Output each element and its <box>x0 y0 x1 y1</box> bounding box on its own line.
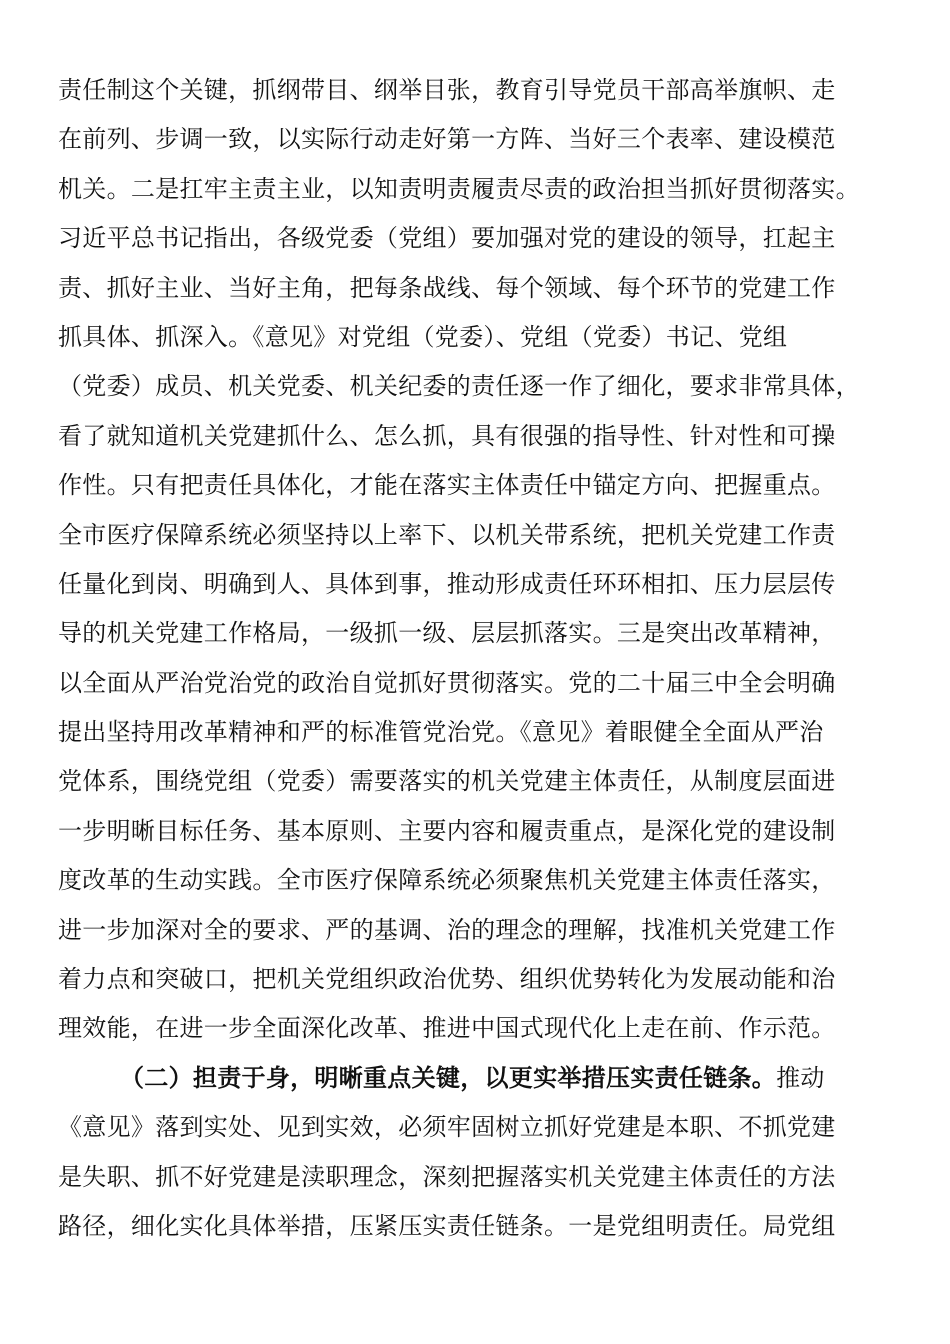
text-line: 在前列、步调一致，以实际行动走好第一方阵、当好三个表率、建设模范 <box>58 125 836 154</box>
text-line: 路径，细化实化具体举措，压紧压实责任链条。一是党组明责任。局党组 <box>58 1211 836 1240</box>
text-line: 党体系，围绕党组（党委）需要落实的机关党建主体责任，从制度层面进 <box>58 767 836 796</box>
text-line: 抓具体、抓深入。《意见》对党组（党委）、党组（党委）书记、党组 <box>58 322 788 351</box>
body-text <box>58 66 898 1251</box>
text-line: 导的机关党建工作格局，一级抓一级、层层抓落实。三是突出改革精神， <box>58 619 836 648</box>
text-line: 责、抓好主业、当好主角，把每条战线、每个领域、每个环节的党建工作 <box>58 273 836 302</box>
text-line: 一步明晰目标任务、基本原则、主要内容和履责重点，是深化党的建设制 <box>58 816 836 845</box>
text-line: 《意见》落到实处、见到实效，必须牢固树立抓好党建是本职、不抓党建 <box>58 1113 836 1142</box>
text-line: （党委）成员、机关党委、机关纪委的责任逐一作了细化，要求非常具体， <box>58 372 860 401</box>
text-line: 是失职、抓不好党建是渎职理念，深刻把握落实机关党建主体责任的方法 <box>58 1162 836 1191</box>
text-line: 看了就知道机关党建抓什么、怎么抓，具有很强的指导性、针对性和可操 <box>58 421 836 450</box>
heading-continuation: 推动 <box>776 1063 825 1092</box>
text-line: 进一步加深对全的要求、严的基调、治的理念的理解，找准机关党建工作 <box>58 915 836 944</box>
text-line: 任量化到岗、明确到人、具体到事，推动形成责任环环相扣、压力层层传 <box>58 569 836 598</box>
text-line: 提出坚持用改革精神和严的标准管党治党。《意见》着眼健全全面从严治 <box>58 718 824 747</box>
text-line: 以全面从严治党治党的政治自觉抓好贯彻落实。党的二十届三中全会明确 <box>58 668 836 697</box>
text-line: 习近平总书记指出，各级党委（党组）要加强对党的建设的领导，扛起主 <box>58 224 836 253</box>
text-line: 度改革的生动实践。全市医疗保障系统必须聚焦机关党建主体责任落实， <box>58 866 836 895</box>
text-line: 理效能，在进一步全面深化改革、推进中国式现代化上走在前、作示范。 <box>58 1014 836 1043</box>
text-line: 机关。二是扛牢主责主业，以知责明责履责尽责的政治担当抓好贯彻落实。 <box>58 174 860 203</box>
section-heading: （二）担责于身，明晰重点关键，以更实举措压实责任链条。 <box>120 1063 777 1092</box>
text-line: 作性。只有把责任具体化，才能在落实主体责任中锚定方向、把握重点。 <box>58 471 836 500</box>
section-heading-line <box>58 1054 898 1103</box>
text-line: 全市医疗保障系统必须坚持以上率下、以机关带系统，把机关党建工作责 <box>58 520 836 549</box>
text-line: 着力点和突破口，把机关党组织政治优势、组织优势转化为发展动能和治 <box>58 965 836 994</box>
text-line: 责任制这个关键，抓纲带目、纲举目张，教育引导党员干部高举旗帜、走 <box>58 76 836 104</box>
